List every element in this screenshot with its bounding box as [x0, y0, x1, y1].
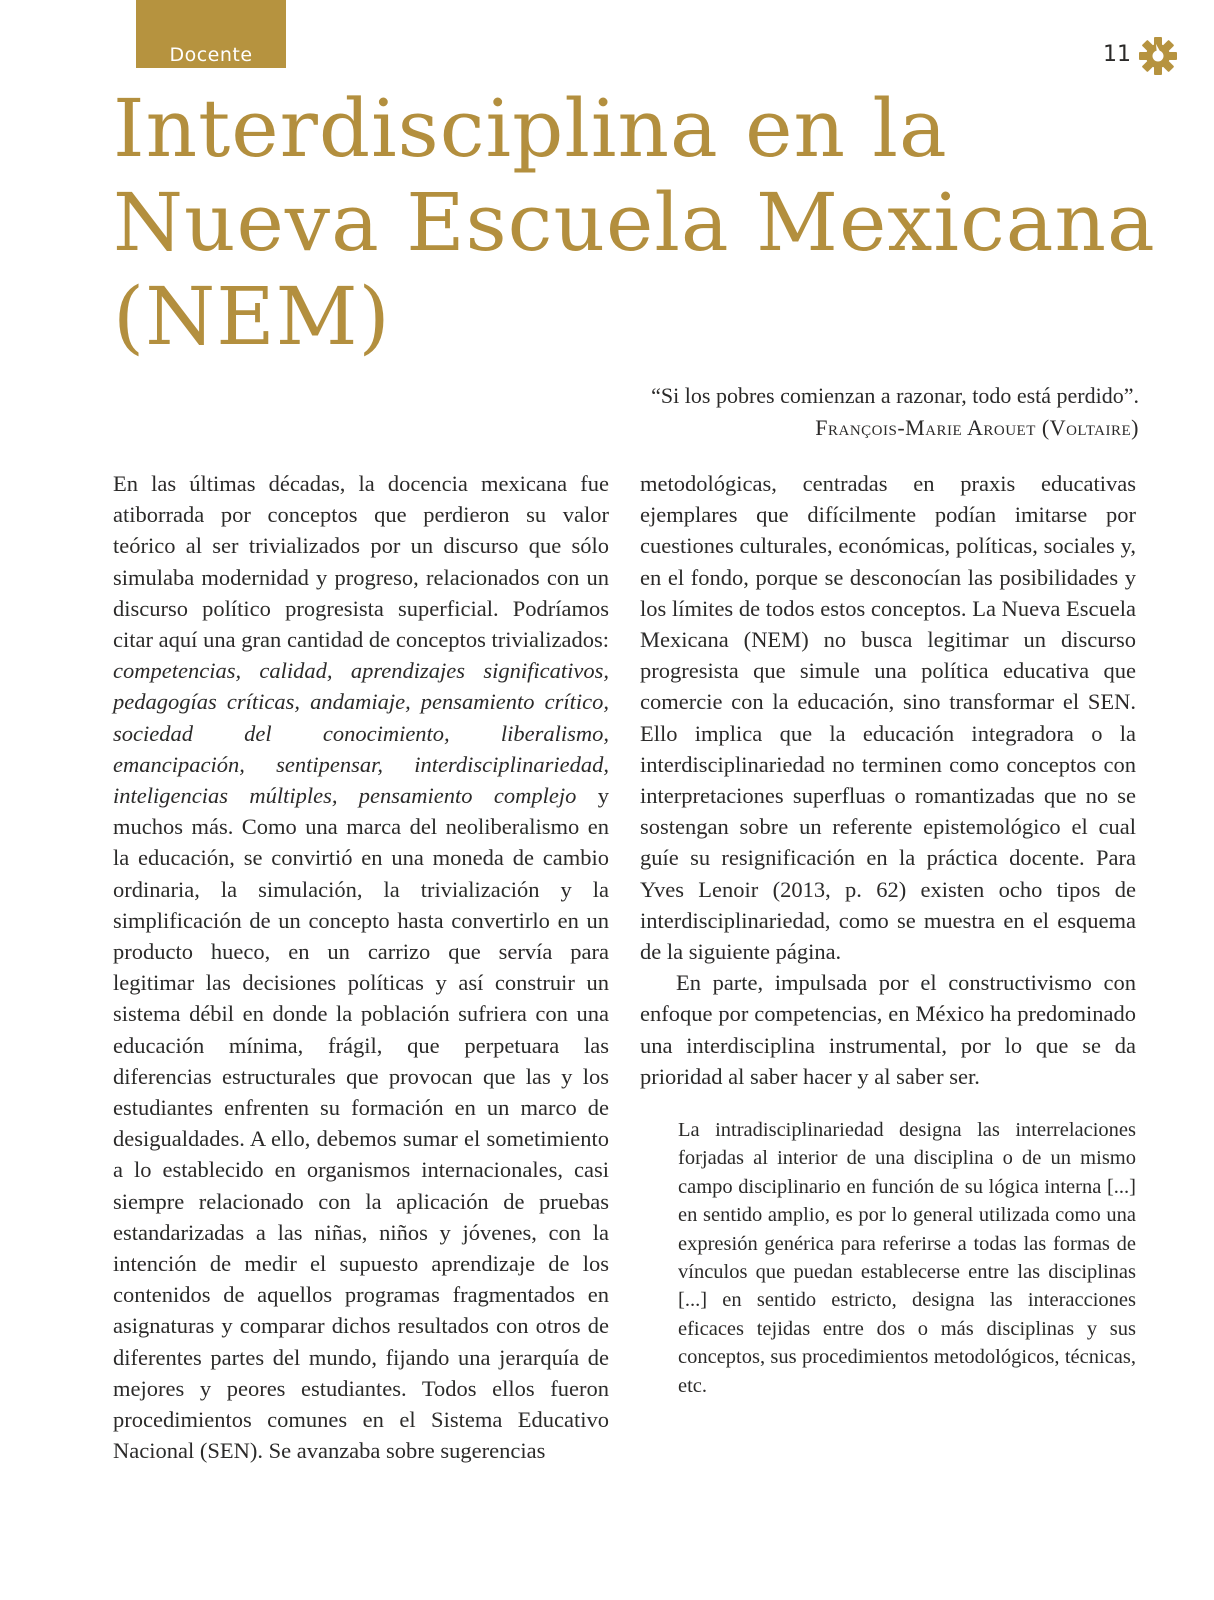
gear-icon: [1138, 36, 1178, 76]
text-run: y muchos más. Como una marca del neoliberalismo en la educación, se convirtió en una moneda de cambio ordinaria, la simulación, la trivialización y la simplificación de un concepto hasta convertirlo en un producto hueco, en un carrizo que servía para legitimar las decisiones políticas y así construir un sistema débil en donde la población sufriera con una educación mínima, frágil, que perpetuara las diferencias estructurales que provocan que las y los estudiantes enfrenten su formación en un marco de desigualdades. A ello, debemos sumar el sometimiento a lo establecido en organismos internacionales, casi siempre relacionado con la aplicación de pruebas estandarizadas a las niñas, niños y jóvenes, con la intención de medir el supuesto aprendizaje de los contenidos de aquellos programas fragmentados en asignaturas y comparar dichos resultados con otros de diferentes partes del mundo, fijando una jerarquía de mejores y peores estudiantes. Todos ellos fueron procedimientos comunes en el Sistema Educativo Nacional (: [113, 783, 609, 1464]
section-label-text: Docente: [169, 44, 253, 66]
emphasized-terms: competencias, calidad, aprendizajes significativos, pedagogías críticas, andamiaje, pensamiento crítico, sociedad del conocimiento, liberalismo, emancipación, sentipensar, interdisciplinariedad, inteligencias múltiples, pensamiento complejo: [113, 658, 609, 809]
epigraph-author: François-Marie Arouet (Voltaire): [815, 415, 1139, 440]
text-run: metodológicas, centradas en praxis educativas ejemplares que difícilmente podían imitarse por cuestiones culturales, económicas, políticas, sociales y, en el fondo, porque se desconocían las posibilidades y los límites de todos estos conceptos. La Nueva Escuela Mexicana (: [640, 471, 1136, 653]
acronym-nem: NEM: [751, 627, 802, 653]
body-column-right: [640, 468, 1136, 1092]
paragraph: [113, 468, 609, 1467]
epigraph-quote: “Si los pobres comienzan a razonar, todo está perdido”.: [651, 383, 1139, 408]
paragraph: En parte, impulsada por el constructivismo con enfoque por competencias, en México ha predominado una interdisciplina instrumental, por lo que se da prioridad al saber hacer y al saber ser.: [640, 970, 1136, 1089]
title-line-3: (NEM): [113, 270, 391, 363]
epigraph: [651, 380, 1139, 444]
text-run: En las últimas décadas, la docencia mexicana fue atiborrada por conceptos que perdieron su valor teórico al ser trivializados por un discurso que sólo simulaba modernidad y progreso, relacionados con un discurso político progresista superficial. Podríamos citar aquí una gran cantidad de conceptos trivializados:: [113, 471, 609, 653]
text-run: ). Se avanzaba sobre sugerencias: [249, 1438, 546, 1464]
acronym-sen: SEN: [207, 1438, 250, 1464]
body-column-left: [113, 468, 609, 1467]
page-number: 11: [1103, 42, 1131, 67]
page-title: [113, 82, 1173, 364]
text-run: . Ello implica que la educación integradora o la interdisciplinariedad no terminen como conceptos con interpretaciones superfluas o romantizadas que no se sostengan sobre un referente epistemológico el cual guíe su resignificación en la práctica docente. Para Yves Lenoir (2013, p. 62) existen ocho tipos de interdisciplinariedad, como se muestra en el esquema de la siguiente página.: [640, 689, 1136, 965]
section-label: [136, 0, 286, 68]
block-quote: La intradisciplinariedad designa las interrelaciones forjadas al interior de una disciplina o de un mismo campo disciplinario en función de su lógica interna [...] en sentido amplio, es por lo general utilizada como una expresión genérica para referirse a todas las formas de vínculos que puedan establecerse entre las disciplinas [...] en sentido estricto, designa las interacciones eficaces tejidas entre dos o más disciplinas y sus conceptos, sus procedimientos metodológicos, técnicas, etc.: [678, 1119, 1136, 1397]
title-line-1: Interdisciplina en la: [113, 82, 948, 175]
paragraph: [640, 468, 1136, 967]
acronym-sen: SEN: [1087, 689, 1131, 715]
text-run: ) no busca legitimar un discurso progresista que simule una política educativa que comercie con la educación, sino transformar el: [640, 627, 1137, 715]
title-line-2: Nueva Escuela Mexicana: [113, 176, 1156, 269]
